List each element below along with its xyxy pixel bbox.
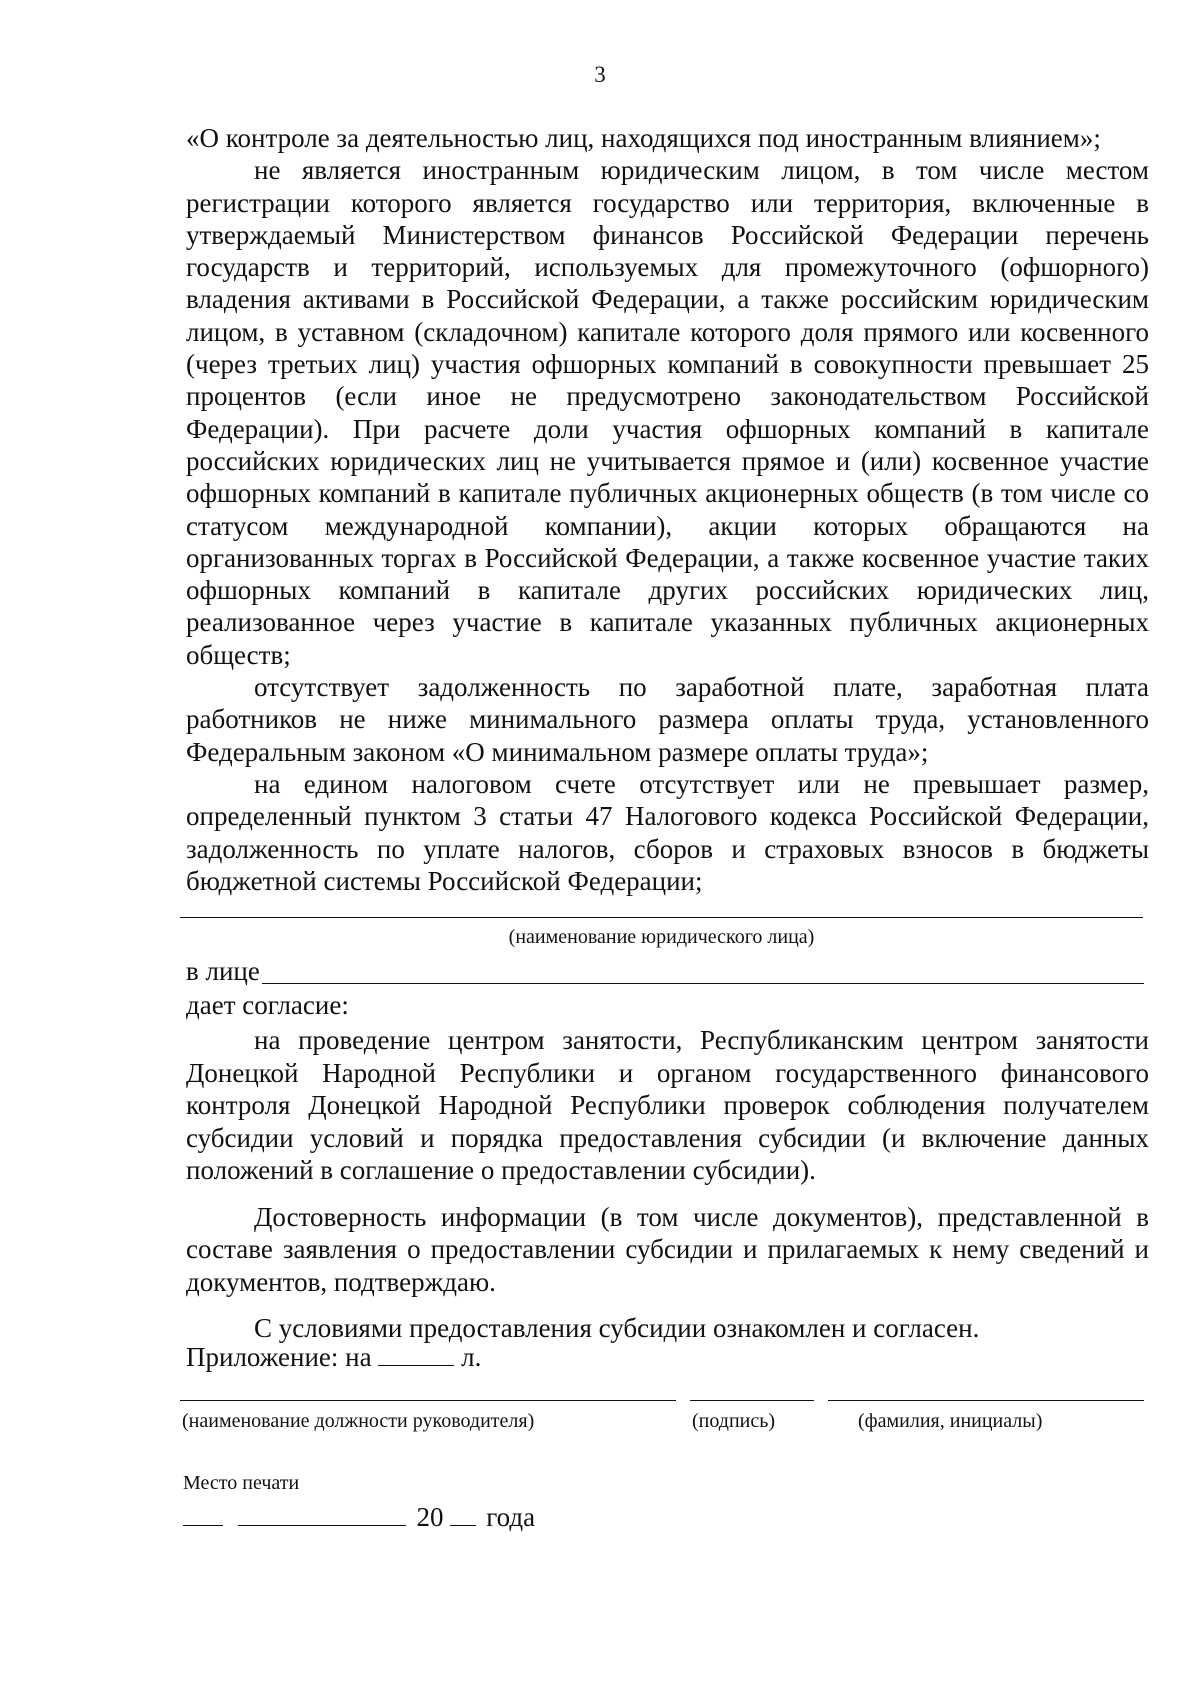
consent-block xyxy=(186,1024,1149,1345)
name-caption: (фамилия, инициалы) xyxy=(858,1410,1043,1432)
attachment-suffix: л. xyxy=(461,1342,482,1372)
gives-consent-label: дает согласие: xyxy=(186,990,349,1020)
position-caption: (наименование должности руководителя) xyxy=(182,1410,535,1432)
represented-by-label: в лице xyxy=(186,956,260,986)
representative-line xyxy=(262,983,1144,984)
date-year-blank xyxy=(450,1501,476,1526)
paragraph-tax: на едином налоговом счете отсутствует или не превышает размер, определенный пунктом 3 статьи 47 Налогового кодекса Российской Федерации, задолженность по уплате налогов, сборов и страховых взносов в бюджеты бюджетной системы Российской Федерации; xyxy=(186,768,1149,896)
attachment-line xyxy=(186,1341,481,1373)
consent-inspections: на проведение центром занятости, Республиканским центром занятости Донецкой Народной Республики и органом государственного финансового контроля Донецкой Народной Республики проверок соблюдения получателем субсидии условий и порядка предоставления субсидии (и включение данных положений в соглашение о предоставлении субсидии). xyxy=(186,1025,1149,1185)
attachment-label: Приложение: на xyxy=(186,1342,372,1372)
date-century: 20 xyxy=(416,1502,444,1532)
stamp-label: Место печати xyxy=(183,1472,300,1494)
date-month-blank xyxy=(238,1501,406,1526)
date-line xyxy=(183,1501,535,1533)
paragraph-wages: отсутствует задолженность по заработной плате, заработная плата работников не ниже минимального размера оплаты труда, установленного Федеральным законом «О минимальном размере оплаты труда»; xyxy=(186,672,1149,767)
paragraph-offshore: не является иностранным юридическим лицом, в том числе местом регистрации которого является государство или территория, включенные в утверждаемый Министерством финансов Российской Федерации перечень государств и территорий, используемых для промежуточного (офшорного) владения активами в Российской Федерации, а также российским юридическим лицом, в уставном (складочном) капитале которого доля прямого или косвенного (через третьих лиц) участия офшорных компаний в совокупности превышает 25 процентов (если иное не предусмотрено законодательством Российской Федерации). При расчете доли участия офшорных компаний в капитале российских юридических лиц не учитывается прямое и (или) косвенное участие офшорных компаний в капитале публичных акционерных обществ (в том числе со статусом международной компании), акции которых обращаются на организованных торгах в Российской Федерации, а также косвенное участие таких офшорных компаний в капитале других российских юридических лиц, реализованное через участие в капитале указанных публичных акционерных обществ; xyxy=(186,155,1149,670)
signature-caption: (подпись) xyxy=(692,1410,776,1432)
date-day-blank xyxy=(183,1501,223,1526)
consent-conditions: С условиями предоставления субсидии ознакомлен и согласен. xyxy=(254,1313,980,1343)
entity-name-caption: (наименование юридического лица) xyxy=(508,926,815,948)
name-line xyxy=(828,1400,1144,1401)
consent-accuracy: Достоверность информации (в том числе документов), представленной в составе заявления о предоставлении субсидии и прилагаемых к нему сведений и документов, подтверждаю. xyxy=(186,1201,1149,1297)
body-text xyxy=(186,122,1149,897)
attachment-pages-blank xyxy=(378,1341,454,1366)
entity-name-line xyxy=(180,917,1143,918)
date-year-word: года xyxy=(486,1502,536,1532)
page-number: 3 xyxy=(594,62,606,87)
paragraph-law-name: «О контроле за деятельностью лиц, находящихся под иностранным влиянием»; xyxy=(186,123,1101,153)
position-line xyxy=(180,1400,676,1401)
signature-line xyxy=(690,1400,814,1401)
